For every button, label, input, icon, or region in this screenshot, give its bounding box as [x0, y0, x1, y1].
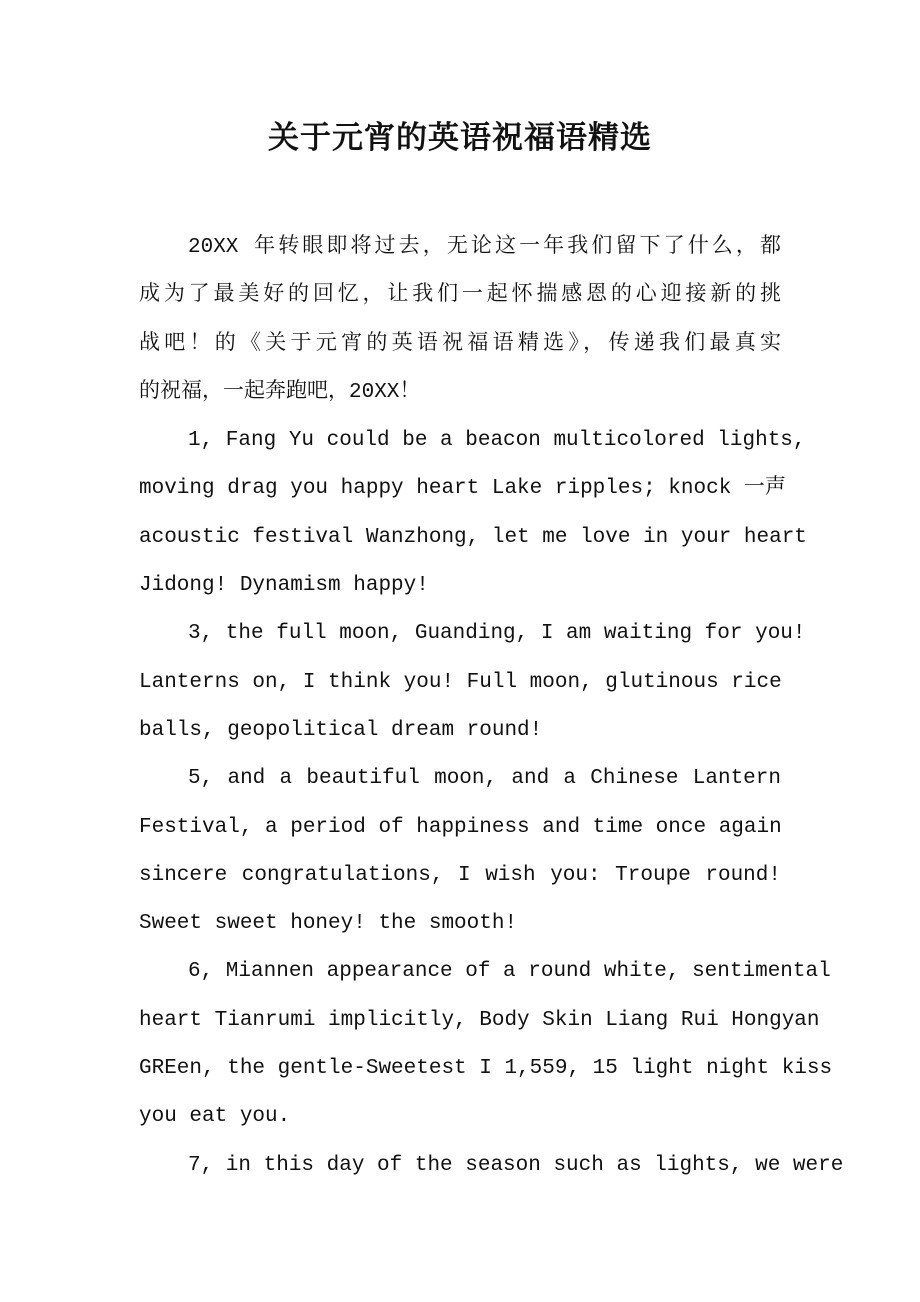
paragraph-line: you eat you. — [139, 1105, 291, 1129]
paragraph-line: 成为了最美好的回忆，让我们一起怀揣感恩的心迎接新的挑 — [139, 284, 781, 308]
paragraph-line: Festival, a period of happiness and time once again — [139, 815, 782, 839]
paragraph-line: moving drag you happy heart Lake ripples; knock 一声 — [139, 477, 786, 501]
paragraph — [139, 953, 833, 1146]
paragraph-line: sincere congratulations, I wish you: Troupe round! — [139, 863, 781, 887]
paragraph-line: 3, the full moon, Guanding, I am waiting for you! — [188, 622, 806, 646]
paragraph-line: balls, geopolitical dream round! — [139, 718, 543, 742]
paragraph — [139, 1147, 844, 1195]
paragraph — [139, 422, 807, 615]
document-body — [139, 229, 844, 1195]
paragraph-line: Lanterns on, I think you! Full moon, glutinous rice — [139, 670, 782, 694]
paragraph-line: 1, Fang Yu could be a beacon multicolored lights, — [188, 429, 806, 453]
paragraph — [139, 229, 781, 422]
paragraph — [139, 760, 781, 953]
paragraph-line: Jidong! Dynamism happy! — [139, 574, 429, 598]
paragraph-line: GREen, the gentle-Sweetest I 1,559, 15 light night kiss — [139, 1057, 833, 1081]
paragraph-line: 战吧！的《关于元宵的英语祝福语精选》，传递我们最真实 — [139, 332, 781, 356]
paragraph-line: Sweet sweet honey! the smooth! — [139, 912, 518, 936]
paragraph-line: heart Tianrumi implicitly, Body Skin Liang Rui Hongyan — [139, 1008, 820, 1032]
paragraph-line: acoustic festival Wanzhong, let me love in your heart — [139, 525, 807, 549]
paragraph-line: 20XX 年转眼即将过去，无论这一年我们留下了什么，都 — [188, 236, 781, 259]
paragraph-line: 5, and a beautiful moon, and a Chinese Lantern — [188, 767, 781, 791]
paragraph — [139, 615, 806, 760]
paragraph-line: 7, in this day of the season such as lights, we were — [188, 1153, 844, 1177]
paragraph-line: 6, Miannen appearance of a round white, sentimental — [188, 960, 831, 984]
paragraph-line: 的祝福，一起奔跑吧，20XX！ — [139, 380, 421, 404]
document-title: 关于元宵的英语祝福语精选 — [268, 120, 652, 156]
